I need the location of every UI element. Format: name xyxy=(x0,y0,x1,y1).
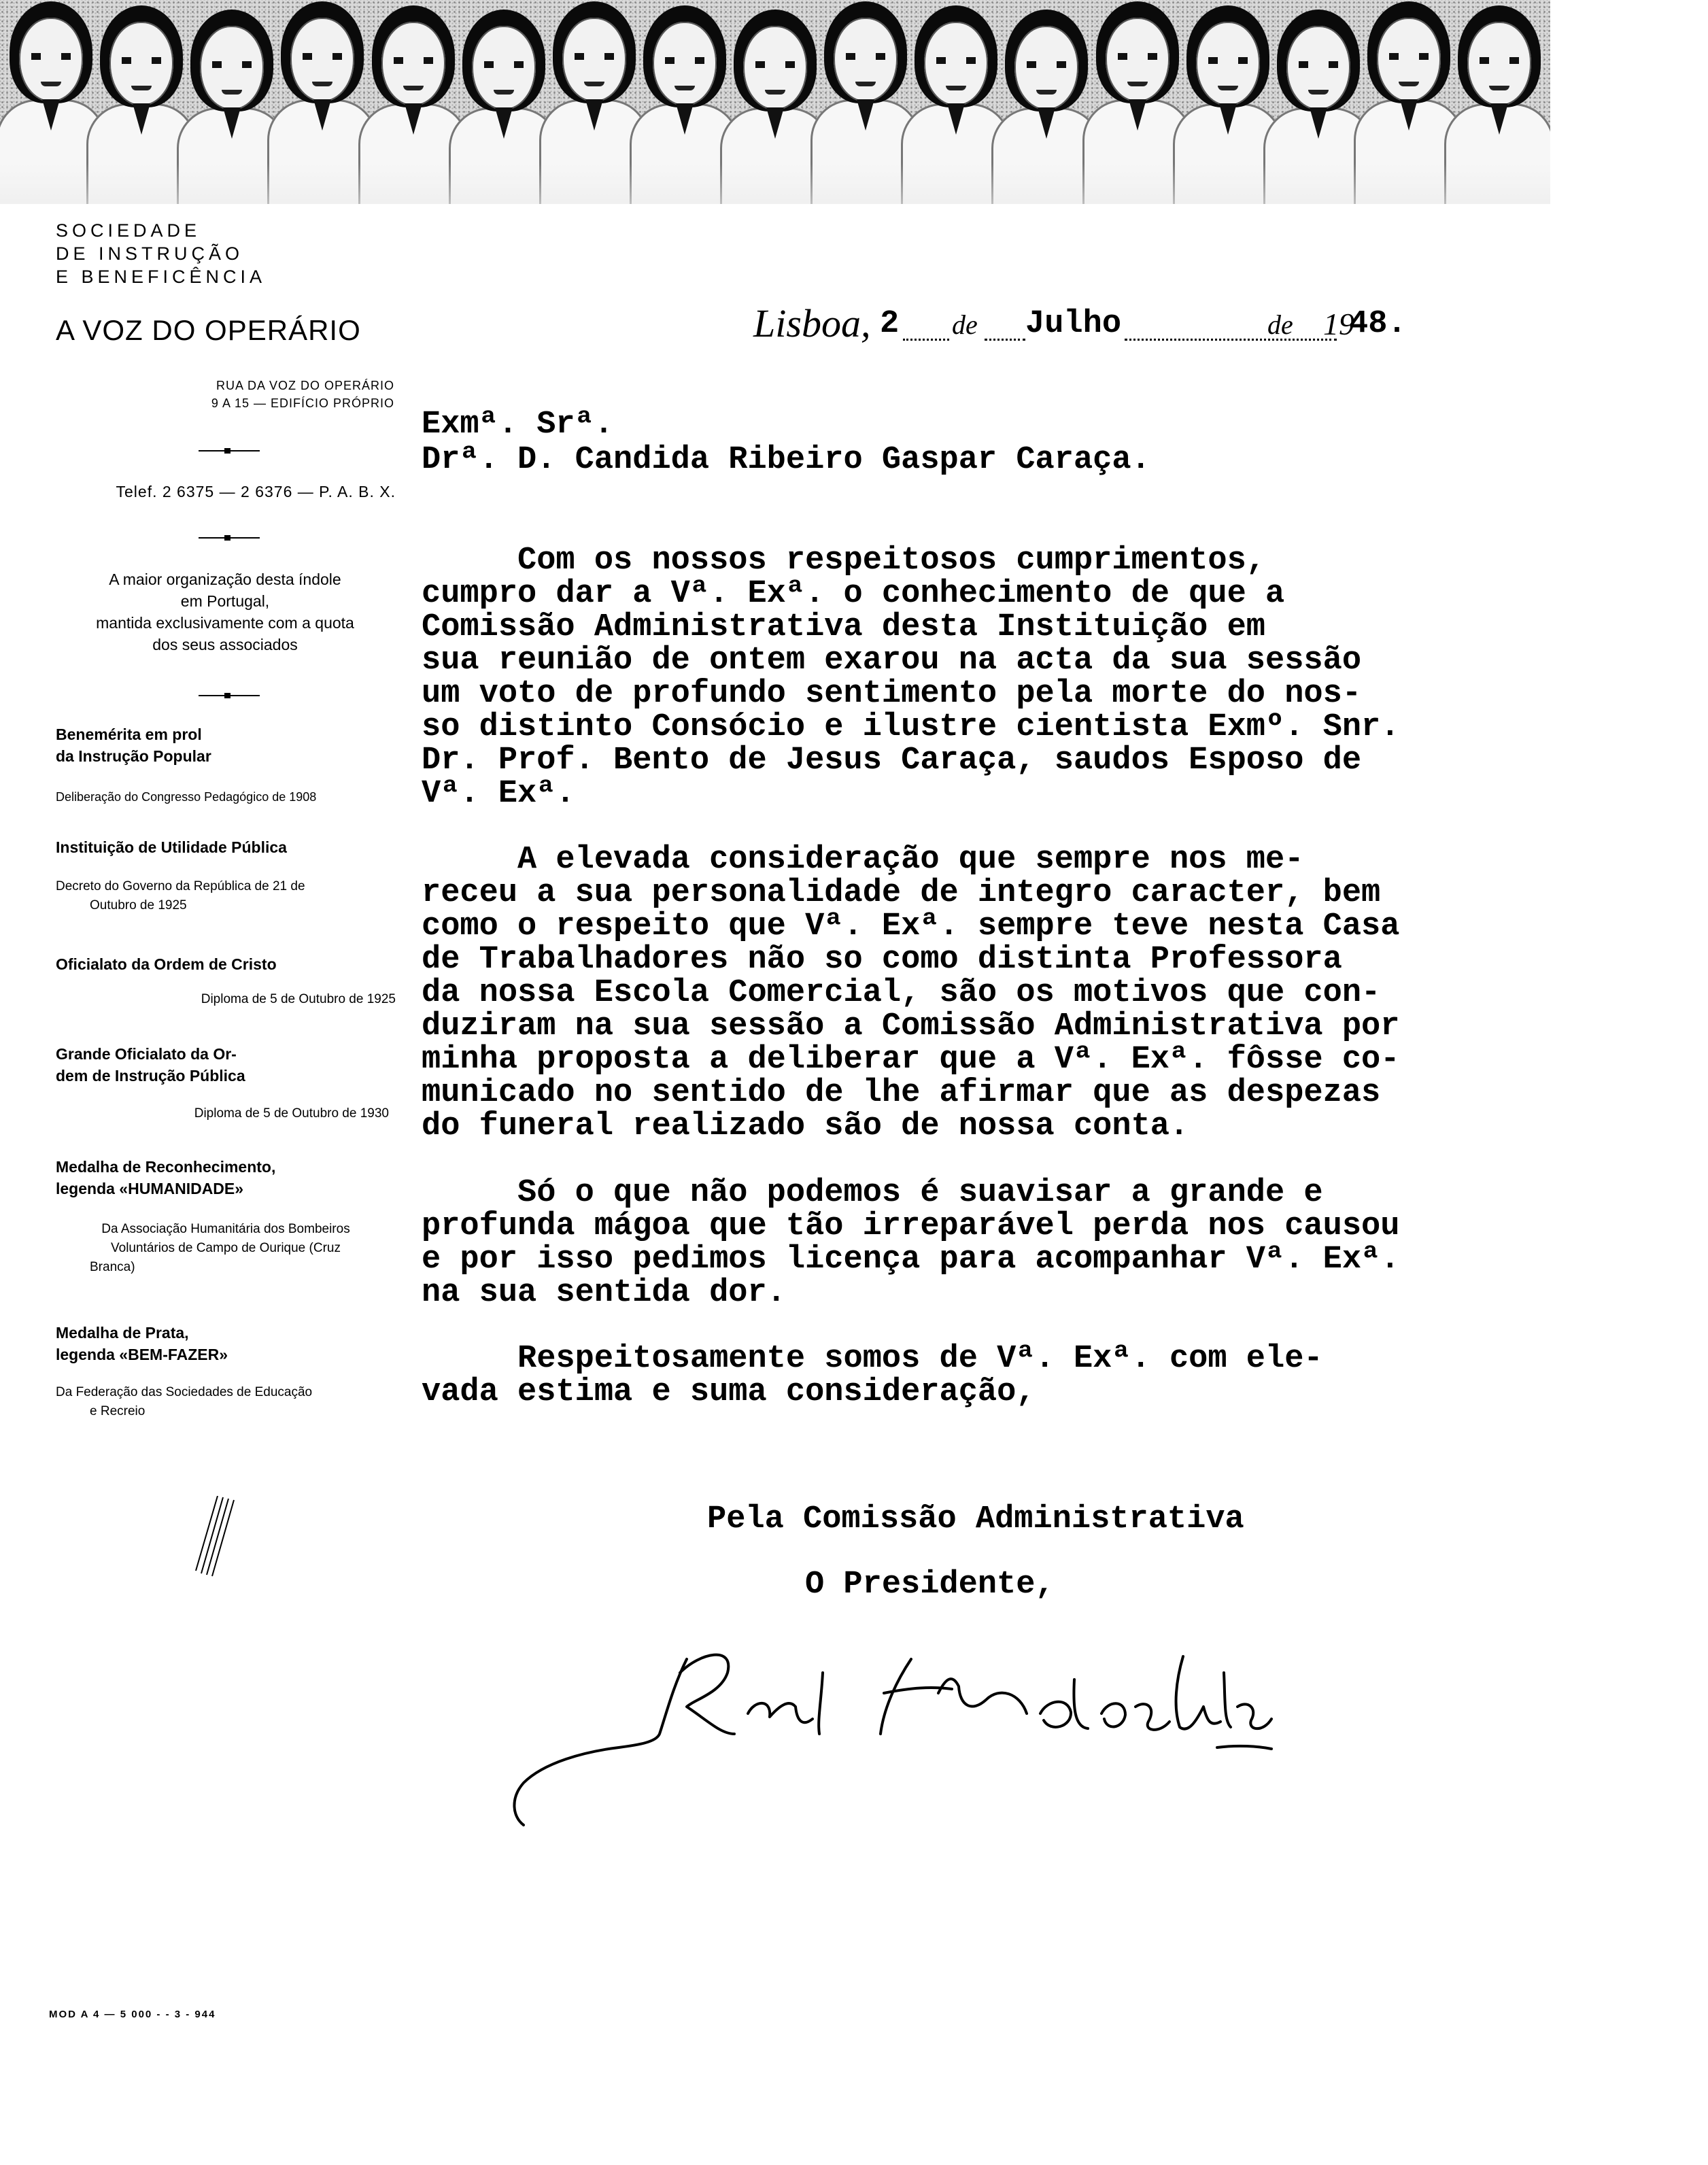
portrait-eyes xyxy=(122,57,161,64)
portrait-mouth xyxy=(494,90,514,95)
address-line: RUA DA VOZ DO OPERÁRIO xyxy=(216,379,394,392)
signature xyxy=(503,1632,1278,1836)
society-name-line: E BENEFICÊNCIA xyxy=(56,267,267,287)
letter-line: Dr. Prof. Bento de Jesus Caraça, saudos Esposo de xyxy=(422,743,1362,779)
honor-detail-line: Outubro de 1925 xyxy=(90,898,187,913)
letter-line: como o respeito que Vª. Exª. sempre teve nesta Casa xyxy=(422,908,1400,944)
pen-marks xyxy=(192,1496,246,1578)
honor-title-line: Instituição de Utilidade Pública xyxy=(56,838,287,856)
telephone-numbers: Telef. 2 6375 — 2 6376 — P. A. B. X. xyxy=(116,483,396,500)
date-dotted-rule xyxy=(903,339,949,341)
portrait-figure xyxy=(1087,0,1189,201)
portrait-eyes xyxy=(1208,57,1248,64)
date-preposition: de xyxy=(1267,309,1293,340)
letter-line: de Trabalhadores não so como distinta Professora xyxy=(422,942,1342,978)
portrait-figure xyxy=(0,0,102,201)
mission-line: A maior organização desta índole xyxy=(109,570,341,588)
portrait-figure xyxy=(543,0,645,201)
honor-title-line: legenda «BEM-FAZER» xyxy=(56,1346,228,1363)
letter-line: e por isso pedimos licença para acompanhar Vª. Exª. xyxy=(422,1242,1400,1278)
letter-line: vada estima e suma consideração, xyxy=(422,1374,1036,1410)
portrait-face xyxy=(1014,26,1078,110)
date-day: 2 xyxy=(880,306,900,342)
letter-line: na sua sentida dor. xyxy=(422,1275,786,1311)
honor-detail xyxy=(56,877,396,915)
honor-title xyxy=(56,1322,228,1365)
portrait-face xyxy=(290,18,354,102)
honor-detail xyxy=(56,787,396,806)
portrait-mouth xyxy=(1399,82,1419,86)
ornament-divider xyxy=(199,537,260,539)
honor-detail-line: e Recreio xyxy=(90,1404,146,1418)
honor-title-line: legenda «HUMANIDADE» xyxy=(56,1180,244,1197)
honor-detail-line: Decreto do Governo da República de 21 de xyxy=(56,879,305,893)
honor-title-line: Grande Oficialato da Or- xyxy=(56,1045,237,1063)
portrait-eyes xyxy=(1299,61,1338,68)
portrait-face xyxy=(109,22,173,106)
portrait-figure xyxy=(271,0,373,201)
portrait-mouth xyxy=(855,82,876,86)
date-preposition: de xyxy=(952,309,978,340)
portrait-mouth xyxy=(1036,90,1057,95)
letter-line: municado no sentido de lhe afirmar que as despezas xyxy=(422,1075,1381,1111)
honor-detail-line: Voluntários de Campo de Ourique (Cruz xyxy=(111,1241,341,1255)
portrait-mouth xyxy=(946,86,966,90)
portrait-eyes xyxy=(1480,57,1519,64)
portrait-mouth xyxy=(222,90,242,95)
portrait-figure xyxy=(815,0,917,201)
portrait-mouth xyxy=(41,82,61,86)
portrait-face xyxy=(653,22,717,106)
address xyxy=(156,377,394,412)
society-name-line: SOCIEDADE xyxy=(56,220,201,241)
letter-line: Só o que não podemos é suavisar a grande e xyxy=(422,1175,1323,1211)
portrait-eyes xyxy=(936,57,976,64)
letter-line: A elevada consideração que sempre nos me- xyxy=(422,842,1304,878)
letter-line: sua reunião de ontem exarou na acta da sua sessão xyxy=(422,643,1362,679)
closing-president: O Presidente, xyxy=(805,1567,1055,1603)
honor-title-line: Oficialato da Ordem de Cristo xyxy=(56,955,277,973)
honor-detail xyxy=(56,990,396,1009)
letter-line: profunda mágoa que tão irreparável perda nos causou xyxy=(422,1208,1400,1244)
portrait-figure xyxy=(362,1,464,204)
honor-title-line: Medalha de Prata, xyxy=(56,1324,189,1342)
portrait-figure xyxy=(453,5,555,204)
honor-detail xyxy=(56,1383,396,1421)
letter-line: do funeral realizado são de nossa conta. xyxy=(422,1108,1189,1144)
ornament-divider xyxy=(199,450,260,451)
portrait-eyes xyxy=(212,61,252,68)
portrait-mouth xyxy=(584,82,604,86)
letter-line: cumpro dar a Vª. Exª. o conhecimento de que a xyxy=(422,576,1285,612)
letter-line: Com os nossos respeitosos cumprimentos, xyxy=(422,543,1266,579)
honor-detail-line: Da Federação das Sociedades de Educação xyxy=(56,1385,313,1399)
letter-line: da nossa Escola Comercial, são os motivos que con- xyxy=(422,975,1381,1011)
society-name xyxy=(56,219,328,288)
date-dotted-rule xyxy=(985,339,1025,341)
portrait-face xyxy=(1377,18,1441,102)
honor-detail-line: Deliberação do Congresso Pedagógico de 1908 xyxy=(56,790,317,804)
portrait-eyes xyxy=(755,61,795,68)
portrait-eyes xyxy=(1118,53,1157,60)
honor-title-line: dem de Instrução Pública xyxy=(56,1067,245,1085)
portrait-face xyxy=(1196,22,1260,106)
letter-line: um voto de profundo sentimento pela morte do nos- xyxy=(422,676,1362,712)
society-name-line: DE INSTRUÇÃO xyxy=(56,243,244,264)
mission-statement xyxy=(52,568,398,655)
portrait-mouth xyxy=(1218,86,1238,90)
portrait-face xyxy=(381,22,445,106)
portrait-face xyxy=(19,18,83,102)
date-year-typed: 48. xyxy=(1349,306,1407,342)
portrait-figure xyxy=(724,5,826,204)
portrait-mouth xyxy=(765,90,785,95)
letter-line: so distinto Consócio e ilustre cientista Exmº. Snr. xyxy=(422,709,1400,745)
honor-detail-line: Diploma de 5 de Outubro de 1925 xyxy=(201,992,396,1006)
portrait-eyes xyxy=(665,57,704,64)
portrait-eyes xyxy=(394,57,433,64)
portrait-eyes xyxy=(31,53,71,60)
portrait-figure xyxy=(1358,0,1460,201)
date-month: Julho xyxy=(1025,306,1122,342)
ornament-divider xyxy=(199,695,260,696)
honor-title xyxy=(56,836,287,858)
organization-title: A VOZ DO OPERÁRIO xyxy=(56,314,361,346)
honor-title-line: Benemérita em prol xyxy=(56,726,202,743)
header-photo-banner xyxy=(0,0,1550,204)
portrait-mouth xyxy=(403,86,424,90)
recipient-title: Exmª. Srª. xyxy=(422,407,614,443)
portrait-eyes xyxy=(846,53,885,60)
date-year-printed: 19 xyxy=(1323,307,1354,341)
letter-line: Comissão Administrativa desta Instituição em xyxy=(422,609,1266,645)
portrait-figure xyxy=(181,5,283,204)
portrait-eyes xyxy=(575,53,614,60)
portrait-face xyxy=(1106,18,1169,102)
portrait-mouth xyxy=(674,86,695,90)
honor-title xyxy=(56,723,211,767)
letter-line: Respeitosamente somos de Vª. Exª. com ele- xyxy=(422,1341,1323,1377)
portrait-face xyxy=(200,26,264,110)
mission-line: em Portugal, xyxy=(180,592,270,610)
portrait-face xyxy=(562,18,626,102)
portrait-face xyxy=(472,26,536,110)
date-dotted-rule xyxy=(1125,339,1337,341)
honor-detail-line: Branca) xyxy=(90,1260,135,1274)
honor-title xyxy=(56,1043,245,1087)
portrait-face xyxy=(743,26,807,110)
portrait-figure xyxy=(1448,1,1550,204)
honor-title-line: da Instrução Popular xyxy=(56,747,211,765)
portrait-figure xyxy=(1267,5,1369,204)
honor-detail xyxy=(56,1104,389,1123)
portrait-eyes xyxy=(303,53,342,60)
letter-line: receu a sua personalidade de integro caracter, bem xyxy=(422,875,1381,911)
closing-committee: Pela Comissão Administrativa xyxy=(707,1501,1244,1537)
portrait-eyes xyxy=(1027,61,1066,68)
date-city: Lisboa, xyxy=(753,301,871,345)
portrait-figure xyxy=(905,1,1007,204)
portrait-eyes xyxy=(1389,53,1429,60)
recipient-name: Drª. D. Candida Ribeiro Gaspar Caraça. xyxy=(422,442,1150,478)
honor-detail-line: Da Associação Humanitária dos Bombeiros xyxy=(101,1222,350,1236)
portrait-mouth xyxy=(312,82,332,86)
portrait-mouth xyxy=(1127,82,1148,86)
letter-line: minha proposta a deliberar que a Vª. Exª. fôsse co- xyxy=(422,1042,1400,1078)
portrait-face xyxy=(924,22,988,106)
mission-line: dos seus associados xyxy=(152,636,298,653)
portrait-face xyxy=(1467,22,1531,106)
honor-detail-line: Diploma de 5 de Outubro de 1930 xyxy=(194,1106,389,1121)
portrait-mouth xyxy=(1308,90,1329,95)
honor-title xyxy=(56,953,277,975)
letter-line: duziram na sua sessão a Comissão Administrativa por xyxy=(422,1008,1400,1044)
address-line: 9 A 15 — EDIFÍCIO PRÓPRIO xyxy=(211,396,394,410)
portrait-figure xyxy=(1177,1,1279,204)
portrait-face xyxy=(834,18,898,102)
honor-title-line: Medalha de Reconhecimento, xyxy=(56,1158,276,1176)
honor-detail xyxy=(56,1220,396,1277)
letter-line: Vª. Exª. xyxy=(422,776,575,812)
portrait-mouth xyxy=(1489,86,1509,90)
date-line xyxy=(753,301,1433,352)
portrait-mouth xyxy=(131,86,152,90)
portrait-figure xyxy=(634,1,736,204)
portrait-eyes xyxy=(484,61,524,68)
form-code: MOD A 4 — 5 000 - - 3 - 944 xyxy=(49,2009,216,2020)
portrait-figure xyxy=(995,5,1097,204)
portrait-figure xyxy=(90,1,192,204)
portrait-face xyxy=(1286,26,1350,110)
mission-line: mantida exclusivamente com a quota xyxy=(96,614,354,632)
honor-title xyxy=(56,1156,275,1199)
